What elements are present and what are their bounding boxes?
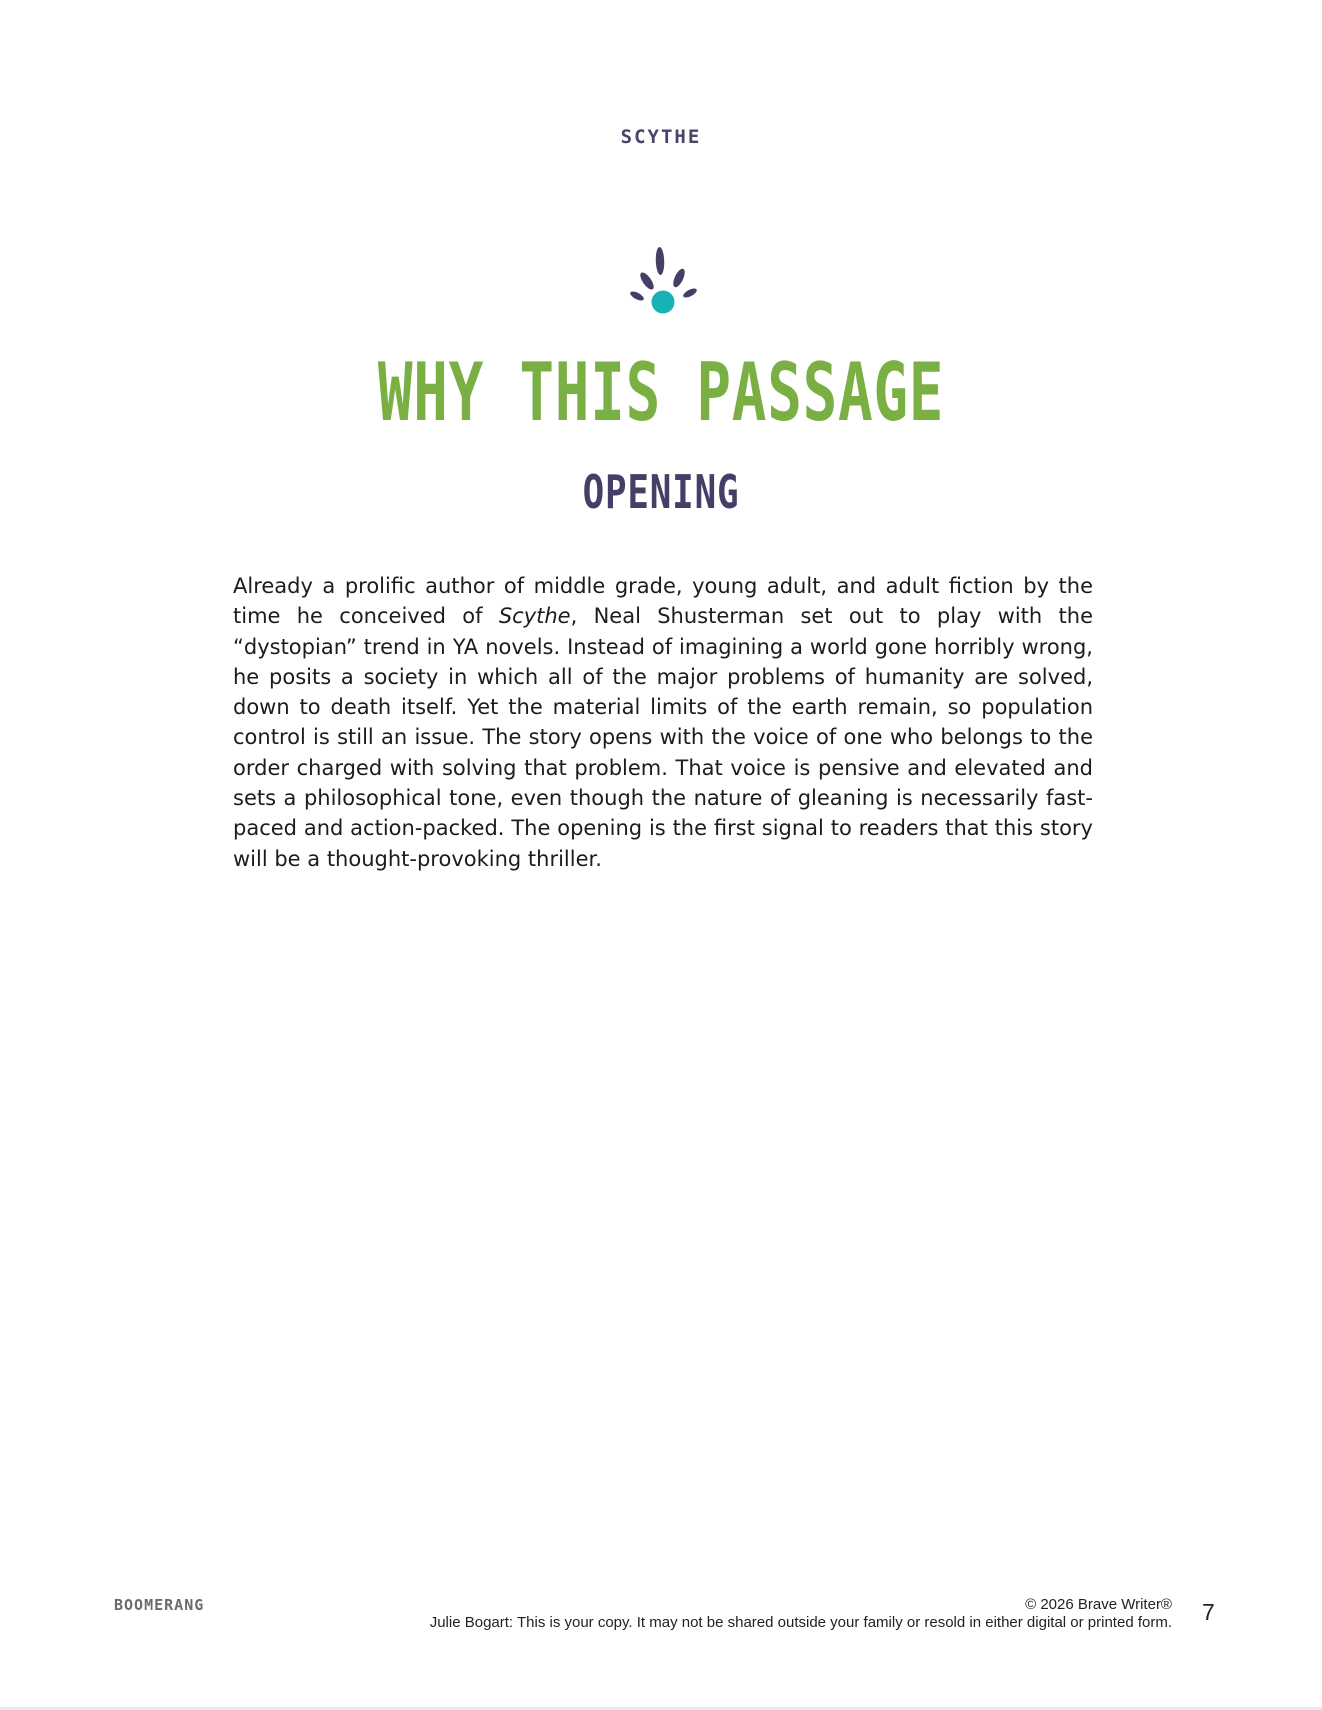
body-text-end: , Neal Shusterman set out to play with the “dystopian” trend in YA novels. Instead of imagining a world gone horribly wrong, he posits a society in which all of the major problems of humanity are solved, down to death itself. Yet the material limits of the earth remain, so population control is still an issue. The story opens with the voice of one who belongs to the order charged with solving that problem. That voice is pensive and elevated and sets a philosophical tone, even though the nature of gleaning is necessarily fast-paced and action-packed. The opening is the first signal to readers that this story will be a thought-provoking thriller. xyxy=(233,604,1093,871)
body-text-start: Already a prolific author of middle grade, young adult, and adult fiction by the time he conceived of xyxy=(233,574,1093,629)
footer-logo: BOOMERANG xyxy=(114,1596,205,1614)
body-paragraph xyxy=(233,571,1093,874)
section-subtitle: OPENING xyxy=(582,465,740,519)
copyright-notice: © 2026 Brave Writer® xyxy=(1025,1596,1172,1613)
page-title: WHY THIS PASSAGE xyxy=(377,346,945,439)
running-head: SCYTHE xyxy=(620,126,702,148)
license-notice: Julie Bogart: This is your copy. It may not be shared outside your family or resold in either digital or printed form. xyxy=(429,1614,1172,1631)
book-title-italic: Scythe xyxy=(498,604,571,629)
page-number: 7 xyxy=(1202,1599,1215,1625)
sprout-dot-icon xyxy=(625,244,701,316)
